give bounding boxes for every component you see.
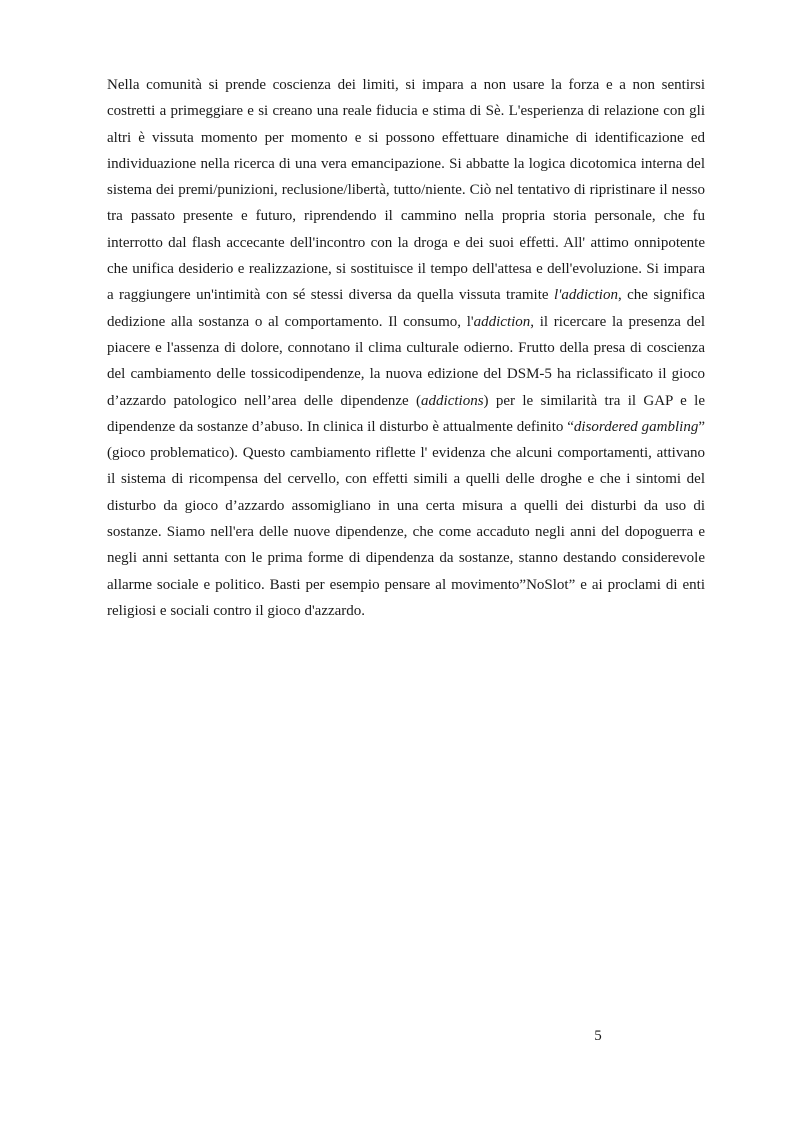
body-paragraph [107,72,705,624]
italic-term: addictions [421,392,484,409]
italic-term: disordered gambling [573,418,699,435]
page-number: 5 [594,1028,602,1044]
text-segment: , che significa dedizione alla sostanza o al comportamento. Il consumo, l' [107,287,705,330]
italic-term: l'addiction [553,287,618,304]
text-segment: ” (gioco problematico). Questo cambiamento riflette l' evidenza che alcuni comportamenti, attivano il sistema di ricompensa del cervello, con effetti simili a quelli delle droghe e che i sintomi del disturbo da gioco d’azzardo assomigliano in una certa misura a quelli dei disturbi da uso di sostanze. Siamo nell'era delle nuove dipendenze, che come accaduto negli anni del dopoguerra e negli anni settanta con le prima forme di dipendenza da sostanze, stanno destando considerevole allarme sociale e politico. Basti per esempio pensare al movimento”NoSlot” e ai proclami di enti religiosi e sociali contro il gioco d'azzardo. [107,418,705,619]
text-segment: ) per le similarità tra il GAP e le dipendenze da sostanze d’abuso. In clinica il disturbo è attualmente definito “ [107,392,705,435]
italic-term: addiction [473,313,531,330]
text-segment: , il ricercare la presenza del piacere e l'assenza di dolore, connotano il clima culturale odierno. Frutto della presa di coscienza del cambiamento delle tossicodipendenze, la nuova edizione del DSM-5 ha riclassificato il gioco d’azzardo patologico nell’area delle dipendenze ( [107,313,705,409]
text-segment: Nella comunità si prende coscienza dei limiti, si impara a non usare la forza e a non sentirsi costretti a primeggiare e si creano una reale fiducia e stima di Sè. L'esperienza di relazione con gli altri è vissuta momento per momento e si possono effettuare dinamiche di identificazione ed individuazione nella ricerca di una vera emancipazione. Si abbatte la logica dicotomica interna del sistema dei premi/punizioni, reclusione/libertà, tutto/niente. Ciò nel tentativo di ripristinare il nesso tra passato presente e futuro, riprendendo il cammino nella propria storia personale, che fu interrotto dal flash accecante dell'incontro con la droga e dei suoi effetti. All' attimo onnipotente che unifica desiderio e realizzazione, si sostituisce il tempo dell'attesa e dell'evoluzione. Si impara a raggiungere un'intimità con sé stessi diversa da quella vissuta tramite [107,77,705,304]
